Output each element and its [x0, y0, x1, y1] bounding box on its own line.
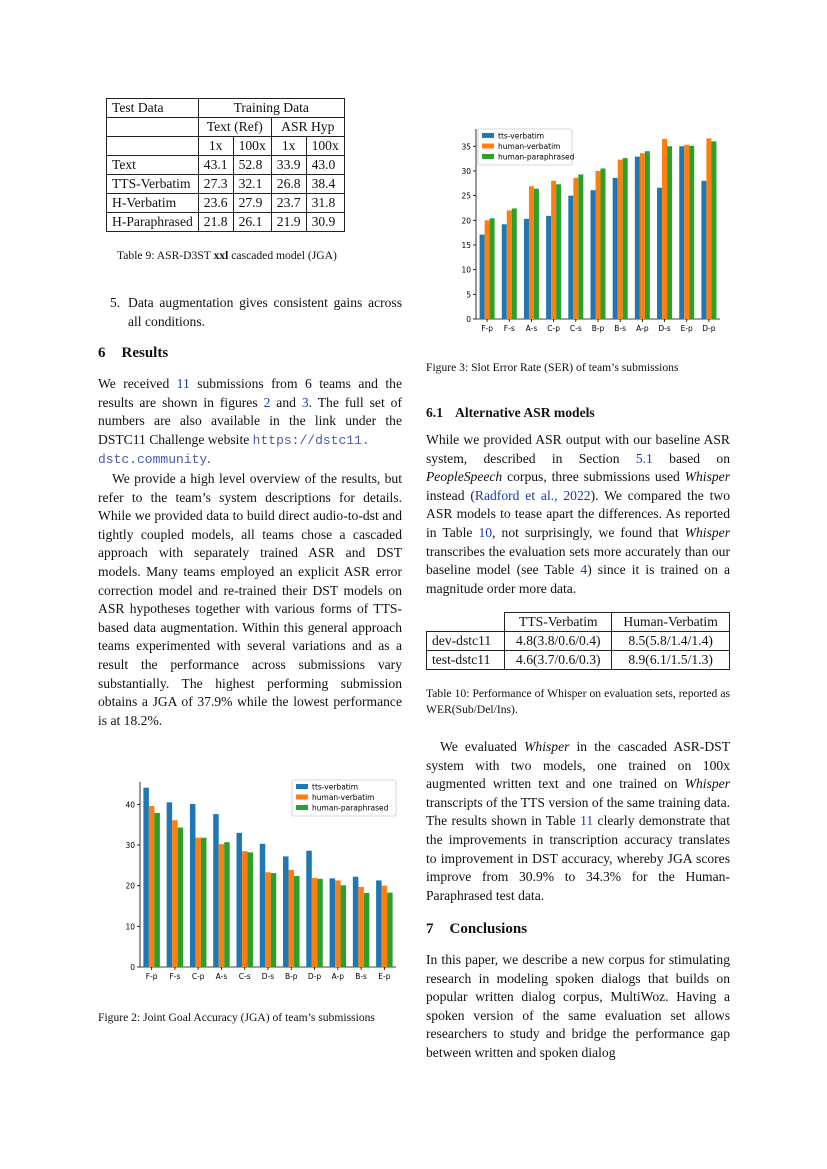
- table-cell: 23.7: [271, 194, 306, 213]
- table-header-cell: 100x: [233, 137, 271, 156]
- chart-legend: [478, 129, 575, 165]
- text-span: transcribes the evaluation sets more accurately than our baseline model (see Table: [426, 543, 730, 578]
- website-link[interactable]: dstc.community: [98, 452, 208, 468]
- table-cell: 4.8(3.8/0.6/0.4): [505, 632, 612, 651]
- bar-human-paraphrased: [201, 838, 207, 967]
- caption-text: Table 9: ASR-D3ST: [117, 249, 214, 262]
- table-header-cell: 1x: [271, 137, 306, 156]
- legend-label: tts-verbatim: [498, 131, 545, 141]
- bar-human-verbatim: [684, 145, 689, 319]
- table-link[interactable]: 11: [580, 813, 594, 829]
- table-cell: 43.0: [306, 156, 344, 175]
- text-span: PeopleSpeech: [426, 469, 503, 485]
- text-span: Whisper: [684, 469, 730, 485]
- bar-human-paraphrased: [689, 146, 694, 319]
- y-tick-label: 20: [461, 216, 471, 226]
- bar-tts-verbatim: [143, 788, 149, 967]
- bar-human-verbatim: [289, 870, 295, 967]
- bar-human-verbatim: [596, 171, 601, 319]
- table-header-cell: Training Data: [198, 99, 344, 118]
- bar-human-paraphrased: [364, 893, 370, 967]
- table-cell: 23.6: [198, 194, 233, 213]
- table-10: [426, 612, 730, 670]
- table-header-cell: ASR Hyp: [271, 118, 344, 137]
- bar-tts-verbatim: [306, 851, 312, 967]
- y-tick-label: 40: [125, 800, 135, 810]
- table-9: [106, 98, 345, 232]
- bar-tts-verbatim: [591, 190, 596, 319]
- x-tick-label: D-p: [702, 324, 716, 333]
- text-span: in the cascaded ASR-DST system with two models, one trained on 100x augmented written text and one trained on: [426, 739, 730, 792]
- table-row: [107, 156, 345, 175]
- table-empty-cell: [107, 118, 199, 137]
- section-number: 6.1: [426, 405, 443, 420]
- y-tick-label: 10: [125, 922, 135, 932]
- paragraph: In this paper, we describe a new corpus for stimulating research in modeling spoken dialogs that builds on popular written dialog corpus, MultiWoz. Having a spoken version of the same evaluation set allows researchers to study and bridge the performance gap between written and spoken dialog: [426, 952, 730, 1060]
- row-label: Text: [107, 156, 199, 175]
- bar-human-paraphrased: [224, 842, 230, 967]
- text-span: ) since it is trained on a magnitude order more data.: [426, 562, 730, 596]
- table-cell: 52.8: [233, 156, 271, 175]
- text-span: 11: [176, 376, 190, 391]
- x-tick-label: F-s: [169, 972, 181, 981]
- table-cell: 38.4: [306, 175, 344, 194]
- x-tick-label: D-s: [658, 324, 671, 333]
- text-span: While we provided ASR output with our baseline ASR system, described in Section: [426, 432, 730, 466]
- chart-legend: [292, 780, 396, 816]
- bar-human-paraphrased: [667, 146, 672, 319]
- bar-human-paraphrased: [294, 876, 300, 967]
- x-tick-label: F-s: [503, 324, 515, 333]
- bar-human-paraphrased: [341, 885, 347, 967]
- figure-link[interactable]: 3: [301, 394, 309, 410]
- text-span: , not surprisingly, we found that: [492, 524, 685, 540]
- table-empty-cell: [107, 137, 199, 156]
- text-span: . The full set of numbers are also available in the link under the DSTC11 Challenge website: [98, 394, 402, 447]
- bar-tts-verbatim: [213, 814, 219, 967]
- x-tick-label: B-s: [614, 324, 627, 333]
- table-cell: 30.9: [306, 213, 344, 232]
- table-cell: 27.3: [198, 175, 233, 194]
- bar-tts-verbatim: [701, 181, 706, 319]
- bar-tts-verbatim: [260, 844, 266, 967]
- bar-tts-verbatim: [353, 877, 359, 967]
- bar-human-paraphrased: [271, 873, 277, 967]
- x-tick-label: E-p: [680, 324, 693, 333]
- legend-label: human-paraphrased: [312, 803, 389, 813]
- bar-human-paraphrased: [711, 141, 716, 319]
- table-cell: 21.9: [271, 213, 306, 232]
- bar-tts-verbatim: [635, 157, 640, 319]
- x-tick-label: F-p: [481, 324, 493, 333]
- whisper-eval-text: [426, 738, 730, 905]
- table-cell: 43.1: [198, 156, 233, 175]
- bar-human-verbatim: [265, 872, 271, 967]
- bar-human-verbatim: [149, 806, 155, 967]
- section-link[interactable]: 5.1: [635, 450, 653, 466]
- table-cell: 27.9: [233, 194, 271, 213]
- bar-human-verbatim: [529, 186, 534, 319]
- caption-bold: xxl: [213, 249, 229, 262]
- section-number: 6: [98, 345, 106, 361]
- bar-human-paraphrased: [556, 184, 561, 319]
- table-header-cell: Human-Verbatim: [612, 613, 730, 632]
- bar-human-verbatim: [312, 878, 318, 967]
- figure-3: [446, 123, 722, 341]
- x-tick-label: B-p: [284, 972, 298, 981]
- paragraph: [98, 375, 402, 470]
- bar-tts-verbatim: [568, 196, 573, 319]
- figure-2-chart: [116, 775, 404, 990]
- x-tick-label: A-s: [525, 324, 538, 333]
- x-tick-label: C-s: [238, 972, 251, 981]
- list-item: [110, 294, 402, 331]
- conclusions-text: [426, 951, 730, 1063]
- text-span: submissions from 6 teams and the results are shown in figures: [98, 376, 402, 410]
- bar-human-verbatim: [242, 851, 248, 967]
- list-number: 5.: [110, 295, 121, 310]
- figure-2: [116, 775, 404, 995]
- bar-human-verbatim: [195, 838, 201, 967]
- text-span: Whisper: [684, 524, 730, 540]
- section-heading: [98, 345, 168, 362]
- bar-tts-verbatim: [679, 146, 684, 319]
- y-tick-label: 30: [125, 841, 135, 851]
- legend-swatch: [482, 154, 494, 159]
- bar-human-paraphrased: [247, 852, 253, 967]
- bar-tts-verbatim: [330, 878, 336, 967]
- x-tick-label: A-p: [331, 972, 345, 981]
- x-tick-label: D-p: [307, 972, 322, 981]
- table-header-cell: TTS-Verbatim: [505, 613, 612, 632]
- legend-label: human-verbatim: [498, 142, 561, 151]
- y-tick-label: 20: [125, 881, 135, 891]
- bar-human-paraphrased: [178, 828, 184, 967]
- table-cell: 8.5(5.8/1.4/1.4): [612, 632, 730, 651]
- table-link[interactable]: 4: [580, 562, 588, 578]
- row-label: test-dstc11: [427, 651, 505, 670]
- legend-label: human-paraphrased: [498, 152, 575, 162]
- legend-swatch: [482, 144, 494, 149]
- row-label: TTS-Verbatim: [107, 175, 199, 194]
- bar-tts-verbatim: [502, 224, 507, 319]
- text-span: Whisper: [524, 739, 570, 754]
- table-cell: 26.8: [271, 175, 306, 194]
- table-row: [107, 213, 345, 232]
- table-cell: 32.1: [233, 175, 271, 194]
- legend-swatch: [296, 784, 308, 789]
- figure-link[interactable]: 2: [263, 394, 271, 410]
- figure-3-caption: Figure 3: Slot Error Rate (SER) of team’s submissions: [426, 361, 679, 374]
- bar-tts-verbatim: [167, 802, 173, 967]
- table-header-cell: 1x: [198, 137, 233, 156]
- bar-human-verbatim: [573, 178, 578, 319]
- table-9-caption: [117, 248, 337, 264]
- y-tick-label: 0: [130, 963, 135, 972]
- table-cell: 31.8: [306, 194, 344, 213]
- table-header-cell: Test Data: [107, 99, 199, 118]
- x-tick-label: B-p: [591, 324, 605, 333]
- table-row: [107, 194, 345, 213]
- text-span: based on: [652, 450, 731, 466]
- section-title: Alternative ASR models: [455, 405, 595, 420]
- bar-human-verbatim: [335, 880, 341, 967]
- y-tick-label: 10: [461, 265, 471, 275]
- bar-tts-verbatim: [376, 880, 382, 967]
- bar-human-paraphrased: [317, 879, 323, 967]
- x-tick-label: B-s: [355, 972, 367, 981]
- text-span: and: [270, 394, 302, 410]
- row-label: H-Paraphrased: [107, 213, 199, 232]
- figure-3-chart: [446, 123, 722, 336]
- paragraph: [426, 431, 730, 598]
- table-10-caption: Table 10: Performance of Whisper on evaluation sets, reported as WER(Sub/Del/Ins).: [426, 687, 730, 716]
- paragraph: We provide a high level overview of the results, but refer to the team’s system descriptions for details. While we provided data to build direct audio-to-dst and tightly coupled models, all teams chose a cascaded approach with separately trained ASR and DST models. Many teams employed an explicit ASR error correction model and re-trained their DST models on ASR hypotheses together with various forms of TTS-based data augmentation. Within this general approach teams experimented with several variations and as a result the performance across submissions vary substantially. The highest performing submission obtains a JGA of 37.9% while the lowest performance is at 18.2%.: [98, 470, 402, 728]
- table-header-cell: Text (Ref): [198, 118, 271, 137]
- section-number: 7: [426, 921, 434, 937]
- legend-label: tts-verbatim: [312, 782, 359, 792]
- x-tick-label: C-s: [569, 324, 582, 333]
- x-tick-label: C-p: [547, 324, 560, 333]
- figure-2-caption: Figure 2: Joint Goal Accuracy (JGA) of team’s submissions: [98, 1011, 375, 1024]
- citation-link[interactable]: Radford et al., 2022: [474, 487, 591, 503]
- text-span: transcripts of the TTS version of the same training data. The results shown in Table: [426, 794, 730, 829]
- bar-human-verbatim: [485, 220, 490, 319]
- table-row: [107, 175, 345, 194]
- paragraph: [426, 738, 730, 905]
- bar-tts-verbatim: [613, 178, 618, 319]
- website-link[interactable]: https://dstc11.: [252, 432, 370, 448]
- x-tick-label: D-s: [261, 972, 275, 981]
- x-tick-label: F-p: [145, 972, 158, 981]
- bar-human-paraphrased: [601, 168, 606, 319]
- bar-tts-verbatim: [190, 804, 196, 967]
- bar-human-paraphrased: [387, 893, 393, 967]
- bar-human-verbatim: [640, 153, 645, 319]
- bar-human-paraphrased: [490, 218, 495, 319]
- table-row: [427, 632, 730, 651]
- subsection-heading: [426, 405, 595, 421]
- bar-human-paraphrased: [578, 174, 583, 319]
- bar-human-paraphrased: [645, 151, 650, 319]
- bar-human-verbatim: [382, 886, 388, 967]
- table-cell: 26.1: [233, 213, 271, 232]
- table-row: [427, 651, 730, 670]
- table-cell: 33.9: [271, 156, 306, 175]
- bar-tts-verbatim: [657, 188, 662, 319]
- y-tick-label: 25: [461, 191, 471, 201]
- row-label: H-Verbatim: [107, 194, 199, 213]
- text-span: corpus, three submissions used: [502, 469, 685, 485]
- y-tick-label: 35: [461, 142, 471, 152]
- table-header-cell: 100x: [306, 137, 344, 156]
- x-tick-label: A-p: [636, 324, 649, 333]
- bar-human-paraphrased: [154, 813, 160, 967]
- legend-swatch: [296, 805, 308, 810]
- section-title: Results: [121, 345, 169, 361]
- x-tick-label: C-p: [191, 972, 205, 981]
- legend-swatch: [482, 133, 494, 138]
- y-tick-label: 15: [461, 240, 471, 250]
- row-label: dev-dstc11: [427, 632, 505, 651]
- y-tick-label: 5: [466, 290, 471, 300]
- bar-tts-verbatim: [546, 216, 551, 319]
- bar-tts-verbatim: [283, 856, 289, 967]
- section-heading: [426, 921, 527, 938]
- text-span: clearly demonstrate that the improvements in transcription accuracy translates to improvement in DST accuracy, whereby JGA scores improve from 30.9% to 34.3% for the Human-Paraphrased test data.: [426, 813, 730, 903]
- bar-tts-verbatim: [236, 833, 242, 967]
- text-span: ). We compared the two ASR models to tease apart the differences. As reported in Table: [426, 487, 730, 540]
- legend-label: human-verbatim: [312, 793, 375, 802]
- results-text: [98, 375, 402, 730]
- legend-swatch: [296, 795, 308, 800]
- bar-human-verbatim: [358, 887, 364, 967]
- text-span: instead (: [426, 487, 475, 503]
- table-empty-cell: [427, 613, 505, 632]
- text-span: .: [207, 451, 211, 467]
- bar-human-verbatim: [219, 844, 225, 967]
- bar-human-verbatim: [551, 181, 556, 319]
- x-tick-label: A-s: [215, 972, 228, 981]
- x-tick-label: E-p: [378, 972, 391, 981]
- table-cell: 21.8: [198, 213, 233, 232]
- list-item-text: Data augmentation gives consistent gains across all conditions.: [128, 295, 402, 329]
- table-link[interactable]: 10: [478, 524, 493, 540]
- bar-human-verbatim: [706, 138, 711, 319]
- text-span: Whisper: [684, 776, 730, 792]
- section-title: Conclusions: [449, 921, 528, 937]
- text-span: We received: [98, 376, 177, 391]
- bar-human-paraphrased: [512, 208, 517, 319]
- bar-tts-verbatim: [480, 235, 485, 319]
- caption-text: cascaded model (JGA): [228, 249, 337, 262]
- alternative-asr-text: [426, 431, 730, 598]
- table-cell: 8.9(6.1/1.5/1.3): [612, 651, 730, 670]
- table-cell: 4.6(3.7/0.6/0.3): [505, 651, 612, 670]
- bar-human-verbatim: [662, 139, 667, 319]
- text-span: We evaluated: [440, 739, 525, 754]
- y-tick-label: 30: [461, 166, 471, 176]
- y-tick-label: 0: [466, 315, 471, 324]
- bar-tts-verbatim: [524, 219, 529, 319]
- bar-human-paraphrased: [534, 189, 539, 319]
- bar-human-paraphrased: [623, 158, 628, 319]
- bar-human-verbatim: [172, 820, 178, 967]
- bar-human-verbatim: [507, 210, 512, 319]
- bar-human-verbatim: [618, 160, 623, 319]
